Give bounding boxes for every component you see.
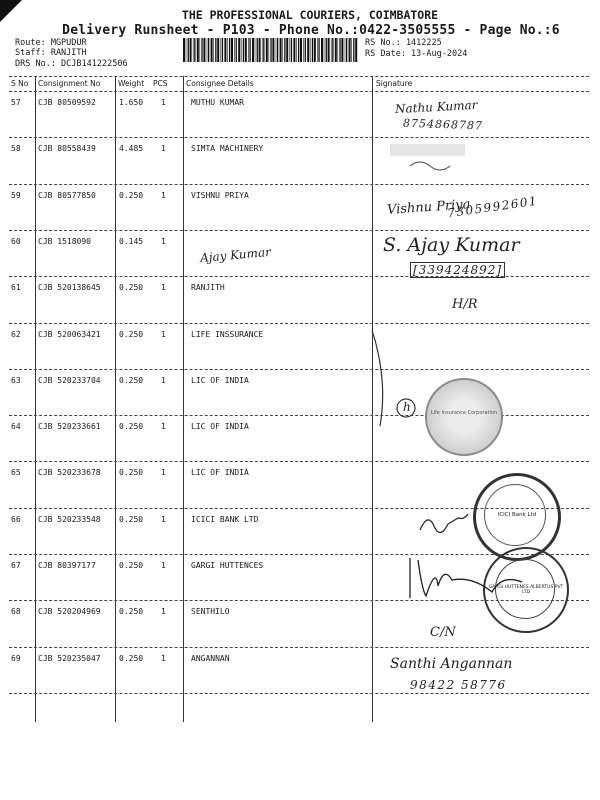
barcode-bar [286, 38, 288, 62]
row-divider [9, 323, 589, 324]
barcode-bar [331, 38, 332, 62]
row-consignee: LIC OF INDIA [191, 468, 249, 478]
barcode-bar [183, 38, 185, 62]
smudged-stamp [385, 138, 475, 178]
row-divider [9, 647, 589, 648]
row-consignment-no: CJB 1518090 [38, 236, 91, 246]
row-sno: 58 [11, 144, 21, 154]
rs-date: RS Date: 13-Aug-2024 [365, 49, 468, 59]
handwritten-signature: Nathu Kumar [394, 97, 478, 117]
row-consignment-no: CJB 520233704 [38, 375, 101, 385]
row-consignment-no: CJB 520063421 [38, 329, 101, 339]
barcode-bar [307, 38, 309, 62]
barcode-bar [224, 38, 226, 62]
barcode-bar [291, 38, 292, 62]
row-sno: 60 [11, 236, 21, 246]
row-sno: 57 [11, 98, 21, 107]
row-consignment-no: CJB 520204969 [38, 607, 101, 617]
row-consignment-no: CJB 80397177 [38, 561, 96, 570]
handwritten-phone: 8754868787 [402, 116, 484, 133]
row-divider [9, 369, 589, 370]
col-header-consignee: Consignee Details [186, 79, 254, 88]
runsheet-title: Delivery Runsheet - P103 - Phone No.:0422-3505555 - Page No.:6 [62, 23, 560, 38]
barcode [183, 38, 358, 62]
row-pcs: 1 [161, 514, 166, 524]
row-sno: 67 [11, 561, 21, 570]
handwritten-mark: C/N [430, 625, 456, 640]
barcode-bar [262, 38, 263, 62]
barcode-bar [245, 38, 247, 62]
handwritten-consignee: Ajay Kumar [199, 244, 272, 266]
barcode-bar [193, 38, 194, 62]
col-header-sno: S No [11, 79, 29, 88]
barcode-bar [208, 38, 209, 62]
barcode-bar [303, 38, 304, 62]
row-pcs: 1 [161, 283, 166, 293]
rs-number: RS No.: 1412225 [365, 38, 442, 48]
handwritten-phone: 98422 58776 [410, 678, 507, 692]
barcode-bar [252, 38, 254, 62]
row-weight: 0.250 [119, 607, 144, 617]
barcode-bar [338, 38, 339, 62]
barcode-bar [257, 38, 258, 62]
barcode-bar [211, 38, 213, 62]
handwritten-phone: 7305992601 [446, 193, 539, 221]
row-weight: 0.250 [119, 514, 144, 524]
barcode-bar [227, 38, 228, 62]
barcode-bar [349, 38, 351, 62]
barcode-bar [215, 38, 216, 62]
row-pcs: 1 [161, 329, 166, 339]
bracket-mark [368, 322, 418, 432]
row-consignee: GARGI HUTTENCES [191, 561, 264, 570]
barcode-bar [221, 38, 222, 62]
barcode-bar [353, 38, 354, 62]
barcode-bar [284, 38, 285, 62]
col-header-weight: Weight [118, 79, 145, 88]
handwritten-mark: h [403, 400, 411, 414]
row-pcs: 1 [161, 190, 166, 200]
row-pcs: 1 [161, 375, 166, 385]
row-consignment-no: CJB 520233661 [38, 422, 101, 432]
barcode-bar [249, 38, 250, 62]
barcode-bar [310, 38, 311, 62]
row-divider [9, 184, 589, 185]
row-weight: 0.250 [119, 653, 144, 663]
barcode-bar [282, 38, 283, 62]
barcode-bar [280, 38, 282, 62]
handwritten-signature: Vishnu Priya [386, 197, 471, 218]
barcode-bar [312, 38, 313, 62]
barcode-bar [339, 38, 340, 62]
row-pcs: 1 [161, 98, 166, 107]
row-divider [9, 461, 589, 462]
barcode-bar [186, 38, 187, 62]
company-seal: Life Insurance Corporation [425, 378, 503, 456]
barcode-bar [324, 38, 325, 62]
bank-seal: ICICI Bank Ltd [473, 473, 561, 561]
staff-label: Staff: RANJITH [15, 48, 87, 58]
row-sno: 69 [11, 653, 21, 663]
row-sno: 59 [11, 190, 21, 200]
barcode-bar [234, 38, 235, 62]
barcode-bar [346, 38, 347, 62]
signature-scribble [415, 510, 485, 540]
barcode-bar [243, 38, 244, 62]
barcode-bar [276, 38, 277, 62]
barcode-bar [317, 38, 318, 62]
row-consignment-no: CJB 80509592 [38, 98, 96, 107]
barcode-bar [241, 38, 242, 62]
column-divider [35, 76, 36, 722]
row-consignee: VISHNU PRIYA [191, 190, 249, 200]
row-weight: 1.650 [119, 98, 144, 107]
drs-label: DRS No.: DCJB141222506 [15, 59, 128, 69]
row-pcs: 1 [161, 607, 166, 617]
barcode-bar [263, 38, 264, 62]
row-weight: 0.250 [119, 561, 144, 570]
row-consignee: SIMTA MACHINERY [191, 144, 264, 154]
header-top-rule [9, 76, 589, 77]
row-sno: 64 [11, 422, 21, 432]
barcode-bar [217, 38, 219, 62]
barcode-bar [332, 38, 333, 62]
barcode-bar [341, 38, 343, 62]
company-title: THE PROFESSIONAL COURIERS, COIMBATORE [181, 8, 439, 22]
barcode-bar [314, 38, 316, 62]
row-consignee: LIC OF INDIA [191, 422, 249, 432]
barcode-bar [269, 38, 270, 62]
barcode-bar [266, 38, 268, 62]
barcode-bar [255, 38, 256, 62]
barcode-bar [298, 38, 299, 62]
barcode-bar [238, 38, 240, 62]
row-weight: 4.485 [119, 144, 144, 154]
header-bottom-rule [9, 91, 589, 92]
row-pcs: 1 [161, 468, 166, 478]
barcode-bar [296, 38, 297, 62]
row-consignment-no: CJB 80577850 [38, 190, 96, 200]
row-consignee: LIFE INSSURANCE [191, 329, 264, 339]
col-header-pcs: PCS [153, 79, 168, 88]
barcode-bar [318, 38, 319, 62]
row-weight: 0.250 [119, 422, 144, 432]
barcode-bar [213, 38, 214, 62]
barcode-bar [197, 38, 199, 62]
row-weight: 0.250 [119, 283, 144, 293]
company-seal: GARGI HUTTENES ALBERTUS PVT LTD [483, 547, 569, 633]
col-header-consignment: Consignment No [38, 79, 101, 88]
row-consignee: SENTHILO [191, 607, 230, 617]
barcode-bar [345, 38, 346, 62]
row-sno: 66 [11, 514, 21, 524]
row-sno: 61 [11, 283, 21, 293]
row-pcs: 1 [161, 422, 166, 432]
barcode-bar [326, 38, 327, 62]
row-consignee: ANGANNAN [191, 653, 230, 663]
signature-scribble [400, 548, 550, 608]
row-sno: 68 [11, 607, 21, 617]
barcode-bar [300, 38, 302, 62]
barcode-bar [351, 38, 352, 62]
handwritten-phone: [339424892] [410, 262, 505, 278]
row-consignee: ICICI BANK LTD [191, 514, 259, 524]
barcode-bar [190, 38, 192, 62]
barcode-bar [355, 38, 357, 62]
row-consignment-no: CJB 520138645 [38, 283, 101, 293]
barcode-bar [293, 38, 295, 62]
row-sno: 62 [11, 329, 21, 339]
barcode-bar [259, 38, 261, 62]
barcode-bar [236, 38, 237, 62]
barcode-bar [188, 38, 189, 62]
barcode-bar [321, 38, 323, 62]
barcode-bar [194, 38, 195, 62]
handwritten-signature: Santhi Angannan [390, 656, 513, 672]
row-weight: 0.250 [119, 190, 144, 200]
barcode-bar [207, 38, 208, 62]
row-sno: 63 [11, 375, 21, 385]
barcode-bar [200, 38, 201, 62]
barcode-bar [328, 38, 330, 62]
handwritten-signature: S. Ajay Kumar [383, 234, 520, 256]
row-pcs: 1 [161, 561, 166, 570]
row-divider [9, 230, 589, 231]
row-pcs: 1 [161, 653, 166, 663]
row-pcs: 1 [161, 144, 166, 154]
barcode-bar [290, 38, 291, 62]
row-consignment-no: CJB 520233678 [38, 468, 101, 478]
row-sno: 65 [11, 468, 21, 478]
row-consignee: LIC OF INDIA [191, 375, 249, 385]
column-divider [115, 76, 116, 722]
row-divider [9, 137, 589, 138]
row-pcs: 1 [161, 236, 166, 246]
row-weight: 0.250 [119, 468, 144, 478]
col-header-signature: Signature [376, 79, 413, 88]
column-divider [183, 76, 184, 722]
barcode-bar [231, 38, 233, 62]
barcode-bar [305, 38, 306, 62]
route-label: Route: MGPUDUR [15, 38, 87, 48]
row-consignee: RANJITH [191, 283, 225, 293]
row-divider [9, 693, 589, 694]
row-consignment-no: CJB 520235047 [38, 653, 101, 663]
row-weight: 0.250 [119, 329, 144, 339]
row-weight: 0.250 [119, 375, 144, 385]
barcode-bar [270, 38, 271, 62]
barcode-bar [335, 38, 337, 62]
row-consignment-no: CJB 80558439 [38, 144, 96, 154]
barcode-bar [229, 38, 230, 62]
barcode-bar [277, 38, 278, 62]
barcode-bar [201, 38, 202, 62]
barcode-bar [272, 38, 274, 62]
row-weight: 0.145 [119, 236, 144, 246]
handwritten-mark: H/R [452, 297, 478, 312]
row-consignee: MUTHU KUMAR [191, 98, 244, 107]
barcode-bar [248, 38, 249, 62]
barcode-bar [222, 38, 223, 62]
barcode-bar [203, 38, 205, 62]
row-consignment-no: CJB 520233548 [38, 514, 101, 524]
